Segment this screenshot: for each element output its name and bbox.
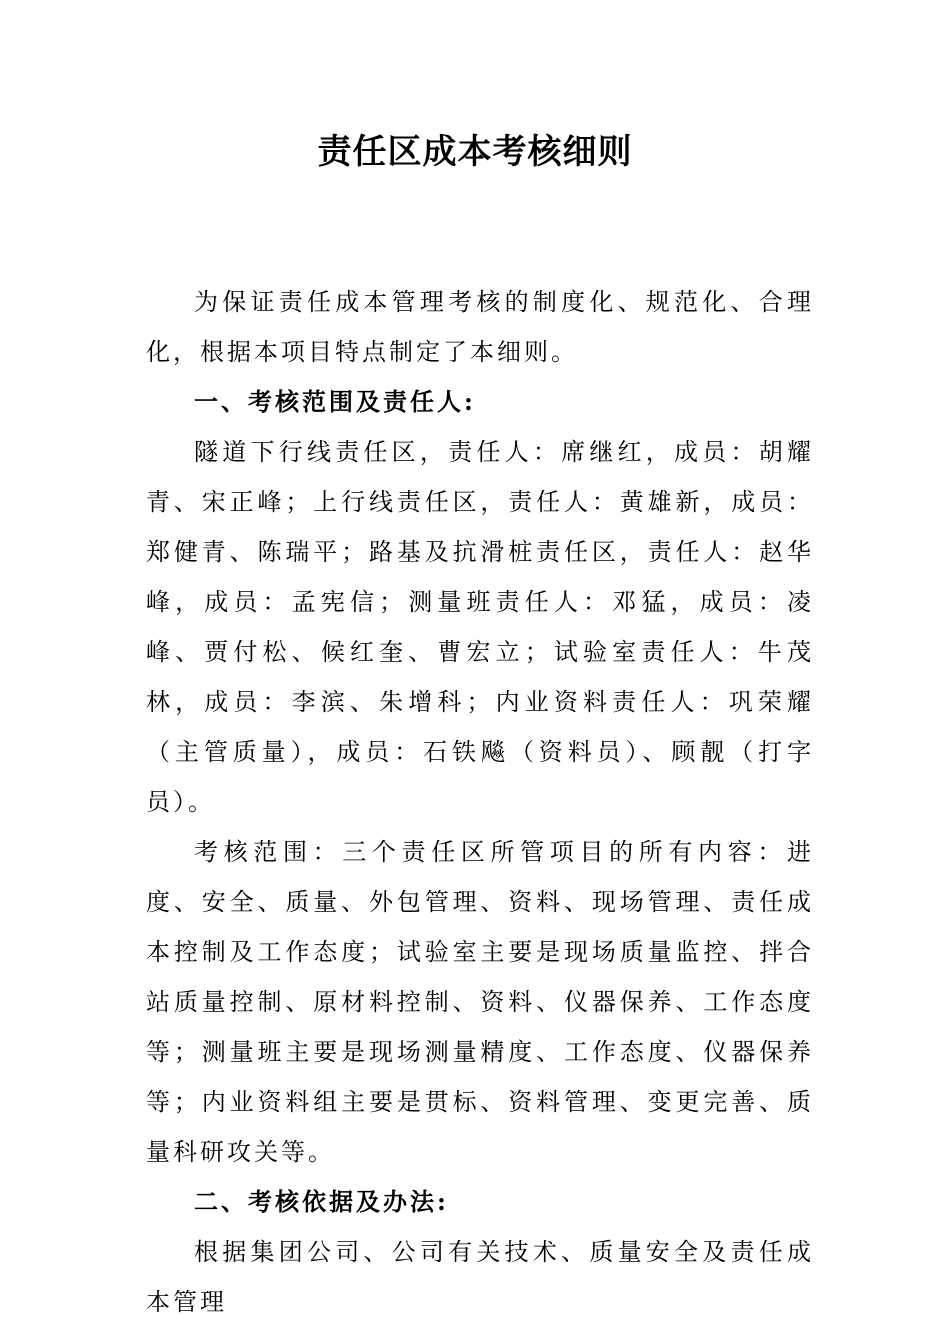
responsible-persons-paragraph: 隧道下行线责任区，责任人：席继红，成员：胡耀青、宋正峰；上行线责任区，责任人：黄雄新，成员：郑健青、陈瑞平；路基及抗滑桩责任区，责任人：赵华峰，成员：孟宪信；测量班责任人：邓猛，成员：凌峰、贾付松、候红奎、曹宏立；试验室责任人：牛茂林，成员：李滨、朱增科；内业资料责任人：巩荣耀（主管质量），成员：石铁飚（资料员）、顾靓（打字员）。 (146, 438, 814, 816)
intro-paragraph: 为保证责任成本管理考核的制度化、规范化、合理化，根据本项目特点制定了本细则。 (146, 288, 814, 366)
document-body (146, 277, 814, 1327)
section-2-heading: 二、考核依据及办法: (194, 1187, 449, 1216)
document-title: 责任区成本考核细则 (317, 132, 633, 172)
assessment-scope-paragraph: 考核范围：三个责任区所管项目的所有内容：进度、安全、质量、外包管理、资料、现场管理、责任成本控制及工作态度；试验室主要是现场质量监控、拌合站质量控制、原材料控制、资料、仪器保养、工作态度等；测量班主要是现场测量精度、工作态度、仪器保养等；内业资料组主要是贯标、资料管理、变更完善、质量科研攻关等。 (146, 838, 814, 1166)
assessment-basis-paragraph: 根据集团公司、公司有关技术、质量安全及责任成本管理 (146, 1238, 814, 1316)
section-1-heading: 一、考核范围及责任人: (194, 387, 476, 416)
